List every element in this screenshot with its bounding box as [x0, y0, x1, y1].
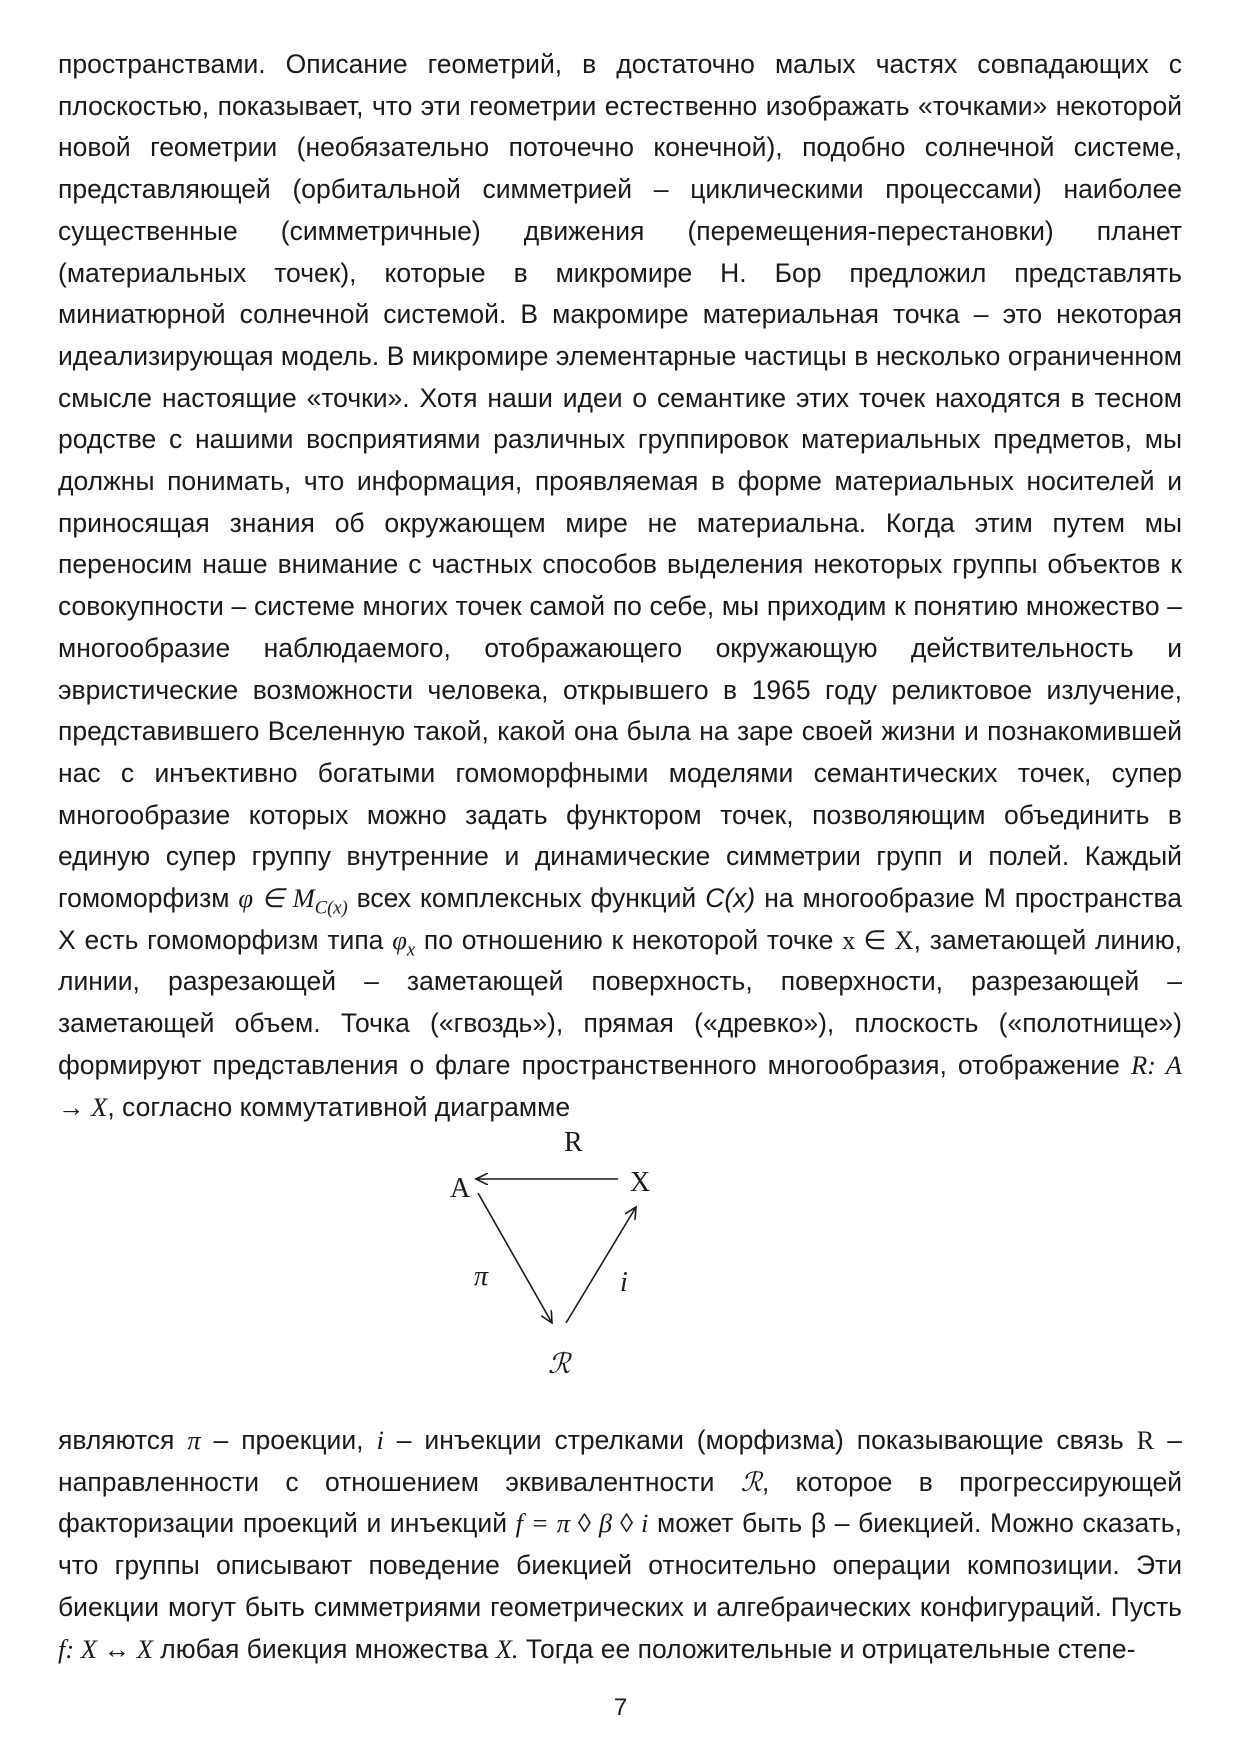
node-X: X: [630, 1167, 651, 1198]
diagram-svg: [450, 1127, 750, 1405]
pi-symbol: π: [187, 1425, 201, 1455]
arrow-label-pi: π: [474, 1261, 489, 1292]
text-block-bottom: [58, 1420, 1182, 1670]
R-symbol: R: [1136, 1425, 1155, 1455]
factorization-formula: f = π ◊ β ◊ i: [515, 1508, 649, 1539]
commutative-diagram: [450, 1127, 750, 1405]
map-formula: R: A → X: [58, 1049, 1182, 1122]
node-R-calligraphic: ℛ: [548, 1349, 571, 1380]
paragraph-text: на многообразие М пространства Х есть гомоморфизм типа: [58, 883, 1182, 955]
i-symbol: i: [376, 1425, 384, 1455]
arrow-i: [566, 1207, 636, 1323]
arrow-label-i: i: [620, 1267, 628, 1298]
cx-term: C(x): [705, 883, 756, 914]
paragraph-2: являются π – проекции, i – инъекции стрелками (морфизма) показывающие связь R – направленности с отношением эквивалентности ℛ, которое в прогрессирующей факторизации проекций и инъекций f = π ◊ β ◊ i может быть β – биекцией. Можно сказать, что группы описывают поведение биекцией относительно операции композиции. Эти биекции могут быть симметриями геометрических и алгебраических конфигураций. Пусть f: X ↔ X любая биекция множества X. Тогда ее положительные и отрицательные степе-: [58, 1425, 1183, 1664]
arrow-label-R: R: [564, 1127, 583, 1158]
bijection-formula: f: X ↔ X: [58, 1633, 153, 1664]
paragraph-text: по отношению к некоторой точке: [415, 924, 843, 955]
phi-symbol: φ ∈ $M_{C(x)}$: [238, 883, 348, 919]
R-calligraphic-symbol: ℛ: [740, 1466, 762, 1497]
arrow-pi: [478, 1193, 552, 1323]
paragraph-1: [58, 44, 1182, 1128]
set-X: X.: [495, 1633, 519, 1664]
paragraph-text: , согласно коммутативной диаграмме: [107, 1091, 571, 1122]
page-number: 7: [613, 1694, 628, 1721]
node-A: A: [450, 1173, 471, 1204]
phi-x-symbol: $\varphi_x$: [392, 924, 416, 961]
paragraph-text: , заметающей линию, линии, разрезающей – заметающей поверхность, поверхности, разрезающей – заметающей объем. Точка («гвоздь»), прямая («древко»), плоскость («полотнище») формируют представления о флаге пространственного многообразия, отображение: [58, 924, 1182, 1080]
text-block-top: [58, 44, 1182, 1128]
x-in-X: x ∈ X: [842, 924, 914, 955]
paragraph-text: пространствами. Описание геометрий, в достаточно малых частях совпадающих с плоскостью, показывает, что эти геометрии естественно изображать «точками» некоторой новой геометрии (необязательно поточечно конечной), подобно солнечной системе, представляющей (орбитальной симметрией – циклическими процессами) наиболее существенные (симметричные) движения (перемещения-перестановки) планет (материальных точек), которые в микромире Н. Бор предложил представлять миниатюрной солнечной системой. В макромире материальная точка – это некоторая идеализирующая модель. В микромире элементарные частицы в несколько ограниченном смысле настоящие «точки». Хотя наши идеи о семантике этих точек находятся в тесном родстве с нашими восприятиями различных группировок материальных предметов, мы должны понимать, что информация, проявляемая в форме материальных носителей и приносящая знания об окружающем мире не материальна. Когда этим путем мы переносим наше внимание с частных способов выделения некоторых группы объектов к совокупности – системе многих точек самой по себе, мы приходим к понятию множество – многообразие наблюдаемого, отображающего окружающую действительность и эвристические возможности человека, открывшего в 1965 году реликтовое излучение, представившего Вселенную такой, какой она была на заре своей жизни и познакомившей нас с инъективно богатыми гомоморфными моделями семантических точек, супер многообразие которых можно задать функтором точек, позволяющим объединить в единую супер группу внутренние и динамические симметрии групп и полей. Каждый гомоморфизм: [58, 49, 1182, 914]
paragraph-text: всех комплексных функций: [347, 883, 706, 914]
